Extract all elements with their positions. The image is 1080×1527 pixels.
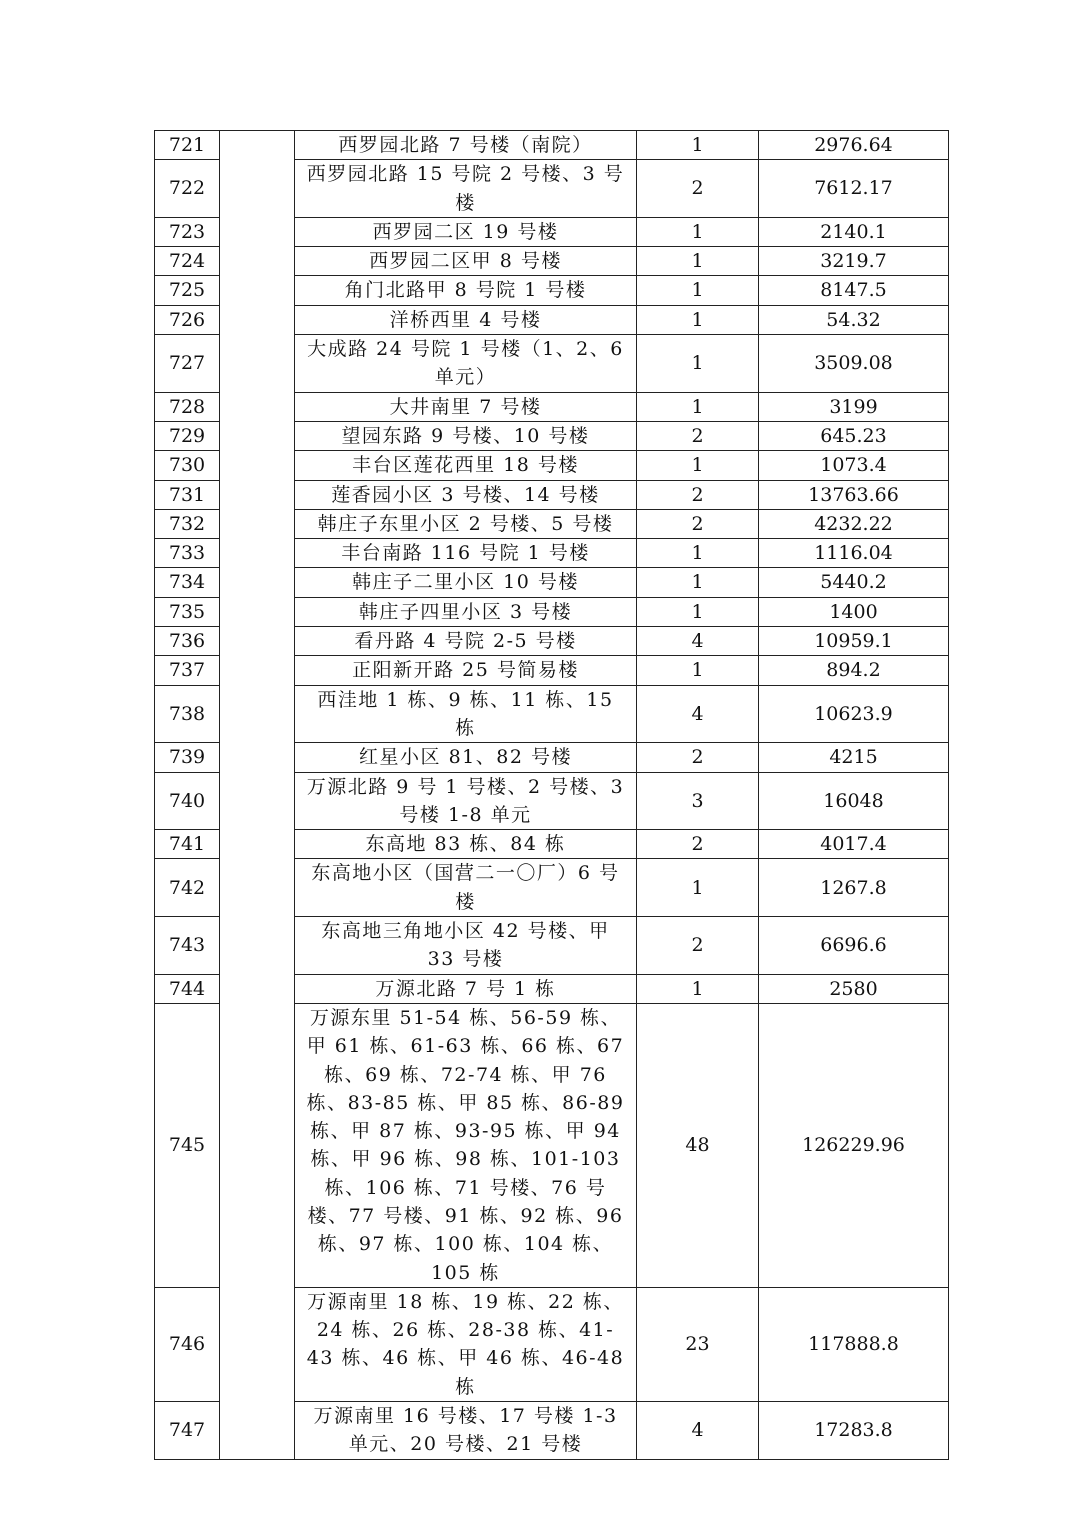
location-cell: 大成路 24 号院 1 号楼（1、2、6 单元） (295, 335, 637, 393)
location-cell: 万源北路 7 号 1 栋 (295, 974, 637, 1003)
building-count-cell: 23 (637, 1287, 759, 1401)
location-cell: 红星小区 81、82 号楼 (295, 743, 637, 772)
row-number: 725 (155, 276, 220, 305)
row-number: 726 (155, 305, 220, 334)
area-cell: 8147.5 (759, 276, 949, 305)
row-number: 744 (155, 974, 220, 1003)
area-cell: 2140.1 (759, 217, 949, 246)
row-number: 738 (155, 685, 220, 743)
building-count-cell: 2 (637, 509, 759, 538)
area-cell: 17283.8 (759, 1402, 949, 1460)
area-cell: 2976.64 (759, 131, 949, 160)
row-number: 740 (155, 772, 220, 830)
area-cell: 645.23 (759, 421, 949, 450)
location-cell: 角门北路甲 8 号院 1 号楼 (295, 276, 637, 305)
area-cell: 1116.04 (759, 539, 949, 568)
location-cell: 西洼地 1 栋、9 栋、11 栋、15 栋 (295, 685, 637, 743)
building-count-cell: 2 (637, 917, 759, 975)
location-cell: 韩庄子二里小区 10 号楼 (295, 568, 637, 597)
row-number: 730 (155, 451, 220, 480)
location-cell: 洋桥西里 4 号楼 (295, 305, 637, 334)
row-number: 742 (155, 859, 220, 917)
district-cell (220, 131, 295, 1460)
area-cell: 16048 (759, 772, 949, 830)
row-number: 743 (155, 917, 220, 975)
area-cell: 54.32 (759, 305, 949, 334)
area-cell: 126229.96 (759, 1003, 949, 1287)
row-number: 733 (155, 539, 220, 568)
area-cell: 7612.17 (759, 160, 949, 218)
area-cell: 10623.9 (759, 685, 949, 743)
building-count-cell: 1 (637, 656, 759, 685)
building-count-cell: 1 (637, 247, 759, 276)
location-cell: 看丹路 4 号院 2-5 号楼 (295, 627, 637, 656)
row-number: 732 (155, 509, 220, 538)
building-count-cell: 1 (637, 305, 759, 334)
location-cell: 韩庄子东里小区 2 号楼、5 号楼 (295, 509, 637, 538)
building-count-cell: 4 (637, 627, 759, 656)
building-count-cell: 1 (637, 597, 759, 626)
location-cell: 万源东里 51-54 栋、56-59 栋、甲 61 栋、61-63 栋、66 栋、67 栋、69 栋、72-74 栋、甲 76 栋、83-85 栋、甲 85 栋、86-89 栋、甲 87 栋、93-95 栋、甲 94 栋、甲 96 栋、98 栋、101-103 栋、106 栋、71 号楼、76 号楼、77 号楼、91 栋、92 栋、96 栋、97 栋、100 栋、104 栋、105 栋 (295, 1003, 637, 1287)
location-cell: 万源南里 16 号楼、17 号楼 1-3 单元、20 号楼、21 号楼 (295, 1402, 637, 1460)
row-number: 746 (155, 1287, 220, 1401)
area-cell: 10959.1 (759, 627, 949, 656)
building-count-cell: 1 (637, 859, 759, 917)
row-number: 735 (155, 597, 220, 626)
row-number: 741 (155, 830, 220, 859)
location-cell: 万源北路 9 号 1 号楼、2 号楼、3 号楼 1-8 单元 (295, 772, 637, 830)
building-count-cell: 2 (637, 743, 759, 772)
area-cell: 4017.4 (759, 830, 949, 859)
area-cell: 3219.7 (759, 247, 949, 276)
area-cell: 894.2 (759, 656, 949, 685)
row-number: 747 (155, 1402, 220, 1460)
table-body (155, 131, 949, 1460)
row-number: 739 (155, 743, 220, 772)
area-cell: 3509.08 (759, 335, 949, 393)
location-cell: 正阳新开路 25 号简易楼 (295, 656, 637, 685)
building-count-cell: 1 (637, 451, 759, 480)
row-number: 736 (155, 627, 220, 656)
building-count-cell: 48 (637, 1003, 759, 1287)
building-count-cell: 2 (637, 421, 759, 450)
building-count-cell: 4 (637, 685, 759, 743)
location-cell: 东高地三角地小区 42 号楼、甲 33 号楼 (295, 917, 637, 975)
location-cell: 韩庄子四里小区 3 号楼 (295, 597, 637, 626)
location-cell: 西罗园北路 7 号楼（南院） (295, 131, 637, 160)
area-cell: 2580 (759, 974, 949, 1003)
area-cell: 5440.2 (759, 568, 949, 597)
building-count-cell: 1 (637, 392, 759, 421)
location-cell: 西罗园北路 15 号院 2 号楼、3 号楼 (295, 160, 637, 218)
location-cell: 西罗园二区 19 号楼 (295, 217, 637, 246)
row-number: 722 (155, 160, 220, 218)
building-count-cell: 2 (637, 480, 759, 509)
area-cell: 13763.66 (759, 480, 949, 509)
row-number: 729 (155, 421, 220, 450)
building-count-cell: 4 (637, 1402, 759, 1460)
area-cell: 1267.8 (759, 859, 949, 917)
location-cell: 丰台区莲花西里 18 号楼 (295, 451, 637, 480)
building-count-cell: 1 (637, 276, 759, 305)
location-cell: 东高地 83 栋、84 栋 (295, 830, 637, 859)
building-count-cell: 2 (637, 830, 759, 859)
area-cell: 1073.4 (759, 451, 949, 480)
row-number: 727 (155, 335, 220, 393)
row-number: 728 (155, 392, 220, 421)
row-number: 721 (155, 131, 220, 160)
row-number: 737 (155, 656, 220, 685)
area-cell: 6696.6 (759, 917, 949, 975)
building-count-cell: 1 (637, 131, 759, 160)
area-cell: 117888.8 (759, 1287, 949, 1401)
location-cell: 东高地小区（国营二一〇厂）6 号楼 (295, 859, 637, 917)
area-cell: 4215 (759, 743, 949, 772)
location-cell: 莲香园小区 3 号楼、14 号楼 (295, 480, 637, 509)
row-number: 731 (155, 480, 220, 509)
building-count-cell: 1 (637, 217, 759, 246)
building-count-cell: 1 (637, 974, 759, 1003)
housing-table (154, 130, 949, 1460)
location-cell: 西罗园二区甲 8 号楼 (295, 247, 637, 276)
location-cell: 望园东路 9 号楼、10 号楼 (295, 421, 637, 450)
row-number: 745 (155, 1003, 220, 1287)
table-row (155, 131, 949, 160)
row-number: 734 (155, 568, 220, 597)
location-cell: 万源南里 18 栋、19 栋、22 栋、24 栋、26 栋、28-38 栋、41-43 栋、46 栋、甲 46 栋、46-48 栋 (295, 1287, 637, 1401)
location-cell: 丰台南路 116 号院 1 号楼 (295, 539, 637, 568)
area-cell: 1400 (759, 597, 949, 626)
building-count-cell: 1 (637, 539, 759, 568)
building-count-cell: 1 (637, 568, 759, 597)
building-count-cell: 3 (637, 772, 759, 830)
building-count-cell: 2 (637, 160, 759, 218)
row-number: 724 (155, 247, 220, 276)
area-cell: 4232.22 (759, 509, 949, 538)
building-count-cell: 1 (637, 335, 759, 393)
row-number: 723 (155, 217, 220, 246)
area-cell: 3199 (759, 392, 949, 421)
location-cell: 大井南里 7 号楼 (295, 392, 637, 421)
